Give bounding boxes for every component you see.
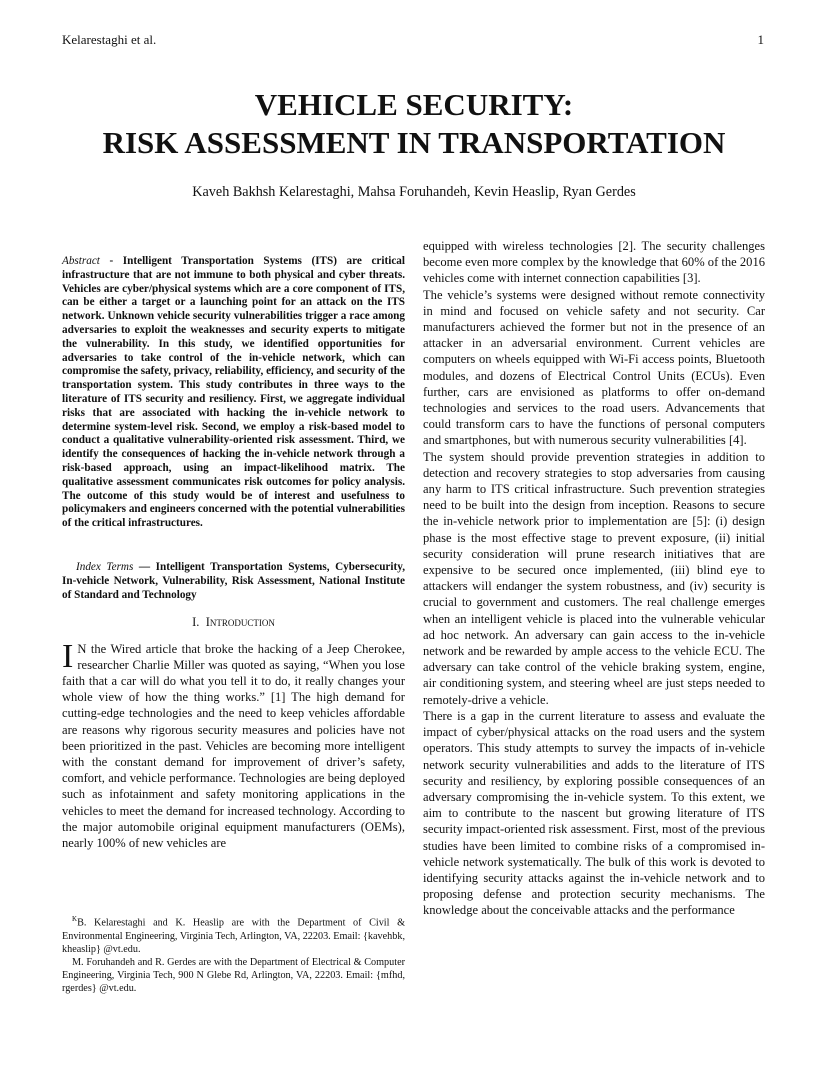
section-heading-introduction (62, 614, 405, 630)
body-paragraph-4: There is a gap in the current literature to assess and evaluate the impact of cyber/physical attacks on the road users and the system operators. This study attempts to survey the impacts of in-vehicle network security vulnerabilities and adds to the literature of ITS security and resiliency, by exploring possible consequences of an adversary compromising the in-vehicle system. To this extent, we aim to contribute to the nascent but growing literature of ITS security impact-oriented risk assessment. First, most of the previous studies have been limited to combine risks of a compromised in-vehicle network systematically. The bulk of this work is devoted to identifying security attacks against the in-vehicle network and to proposing defense and protection security mechanisms. The knowledge about the conceivable attacks and the performance (423, 708, 765, 918)
abstract-text: - Intelligent Transportation Systems (ITS) are critical infrastructure that are not immune to both physical and cyber threats. Vehicles are cyber/physical systems which are a core component of ITS, can be either a target or a launching point for an attack on the ITS network. Unknown vehicle security vulnerabilities trigger a race among adversaries to exploit the weaknesses and security experts to mitigate the vulnerability. In this study, we identified opportunities for adversaries to take control of the in-vehicle network, which can compromise the safety, privacy, reliability, efficiency, and security of the transportation system. This study contributes in three ways to the literature of ITS security and resiliency. First, we aggregate individual risks that are associated with hacking the in-vehicle network to determine system-level risk. Second, we employ a risk-based model to conduct a qualitative vulnerability-oriented risk assessment. Third, we identify the consequences of hacking the in-vehicle network through a risk-based approach, using an impact-likelihood matrix. The qualitative assessment communicates risk outcomes for policy analysis. The outcome of this study would be of interest and usefulness to policymakers and engineers concerned with the potential vulnerabilities of the critical infrastructures. (62, 255, 405, 530)
body-paragraph-1: equipped with wireless technologies [2]. The security challenges become even more complex by the knowledge that 60% of the 2016 vehicles come with internet connection capabilities [3]. (423, 239, 765, 286)
intro-text: N the Wired article that broke the hacking of a Jeep Cherokee, researcher Charlie Miller was quoted as saying, “When you lose faith that a car will do what you tell it to do, it really changes your whole view of how the thing works.” [1] The high demand for cutting-edge technologies and the need to keep vehicles affordable are reasons why rigorous security measures and policies have not been prioritized in the past. Vehicles are becoming more intelligent with the constant demand for improvement of driver’s safety, comfort, and vehicle performance. Technologies are being deployed such as infotainment and safety monitoring applications in the vehicles to meet the demand for increased technology. According to the major automobile original equipment manufacturers (OEMs), nearly 100% of new vehicles are (62, 641, 405, 850)
index-terms (62, 561, 405, 602)
section-number: I. (192, 615, 200, 630)
body-paragraph-2: The vehicle’s systems were designed without remote connectivity in mind and focused on vehicle safety and not security. Car manufacturers achieved the former but not in the presence of an attacker in an adversarial environment. Current vehicles are computers on wheels equipped with Wi-Fi access points, Bluetooth modules, and dozens of Electrical Control Units (ECUs). Even further, cars are envisioned as platforms to offer on-demand technologies and services to the road users. Advancements that could transform cars to have the functions of personal computers and smartphones, but with numerous security vulnerabilities [4]. (423, 287, 765, 448)
footnote-paragraph-1 (62, 913, 405, 956)
right-column (423, 238, 765, 919)
index-terms-label: Index Terms (76, 560, 134, 573)
footnote-text-1: B. Kelarestaghi and K. Heaslip are with the Department of Civil & Environmental Engineering, Virginia Tech, Arlington, VA, 22203. Email: {kavehbk, kheaslip} @vt.edu. (62, 917, 405, 955)
title-line-2: RISK ASSESSMENT IN TRANSPORTATION (102, 125, 726, 160)
drop-cap: I (62, 637, 74, 675)
section-title: Introduction (205, 615, 275, 630)
paper-title (0, 86, 828, 162)
page-number: 1 (757, 32, 764, 47)
abstract (62, 255, 405, 531)
left-column (62, 255, 405, 851)
author-list: Kaveh Bakhsh Kelarestaghi, Mahsa Foruhandeh, Kevin Heaslip, Ryan Gerdes (192, 184, 636, 200)
footnote (62, 913, 405, 996)
abstract-label: Abstract (62, 255, 100, 267)
body-paragraph-3: The system should provide prevention strategies in addition to detection and recovery strategies to stop adversaries from causing any harm to ITS critical infrastructure. Such prevention strategies need to be built into the design from inception. Reasons to secure the in-vehicle network prior to implementation are [5]: (i) design phase is the most effective stage to prevent exposure, (ii) initial security consideration will prune research initiatives that are expensive to be secured once implemented, (iii) blind eye to attackers will endanger the system robustness, and (iv) security is crucial to government and customers. The real challenge emerges when an intelligent vehicle is placed into the vulnerable vehicular ad hoc network. An adversary can gain access to the in-vehicle network and be rewarded by ample access to the vehicle ECU. The adversary can take control of the vehicle braking system, engine, air conditioning system, and steering wheel are just steps needed to remotely-drive a vehicle. (423, 449, 765, 707)
footnote-mark: K (72, 915, 78, 923)
footnote-paragraph-2: M. Foruhandeh and R. Gerdes are with the Department of Electrical & Computer Engineering, Virginia Tech, 900 N Glebe Rd, Arlington, VA, 22203. Email: {mfhd, rgerdes} @vt.edu. (62, 957, 405, 995)
title-line-1: VEHICLE SECURITY: (254, 87, 574, 122)
index-terms-text: — Intelligent Transportation Systems, Cybersecurity, In-vehicle Network, Vulnerability, Risk Assessment, National Institute of Standard and Technology (62, 560, 405, 601)
intro-paragraph (62, 637, 405, 852)
running-head: Kelarestaghi et al. (62, 32, 157, 47)
